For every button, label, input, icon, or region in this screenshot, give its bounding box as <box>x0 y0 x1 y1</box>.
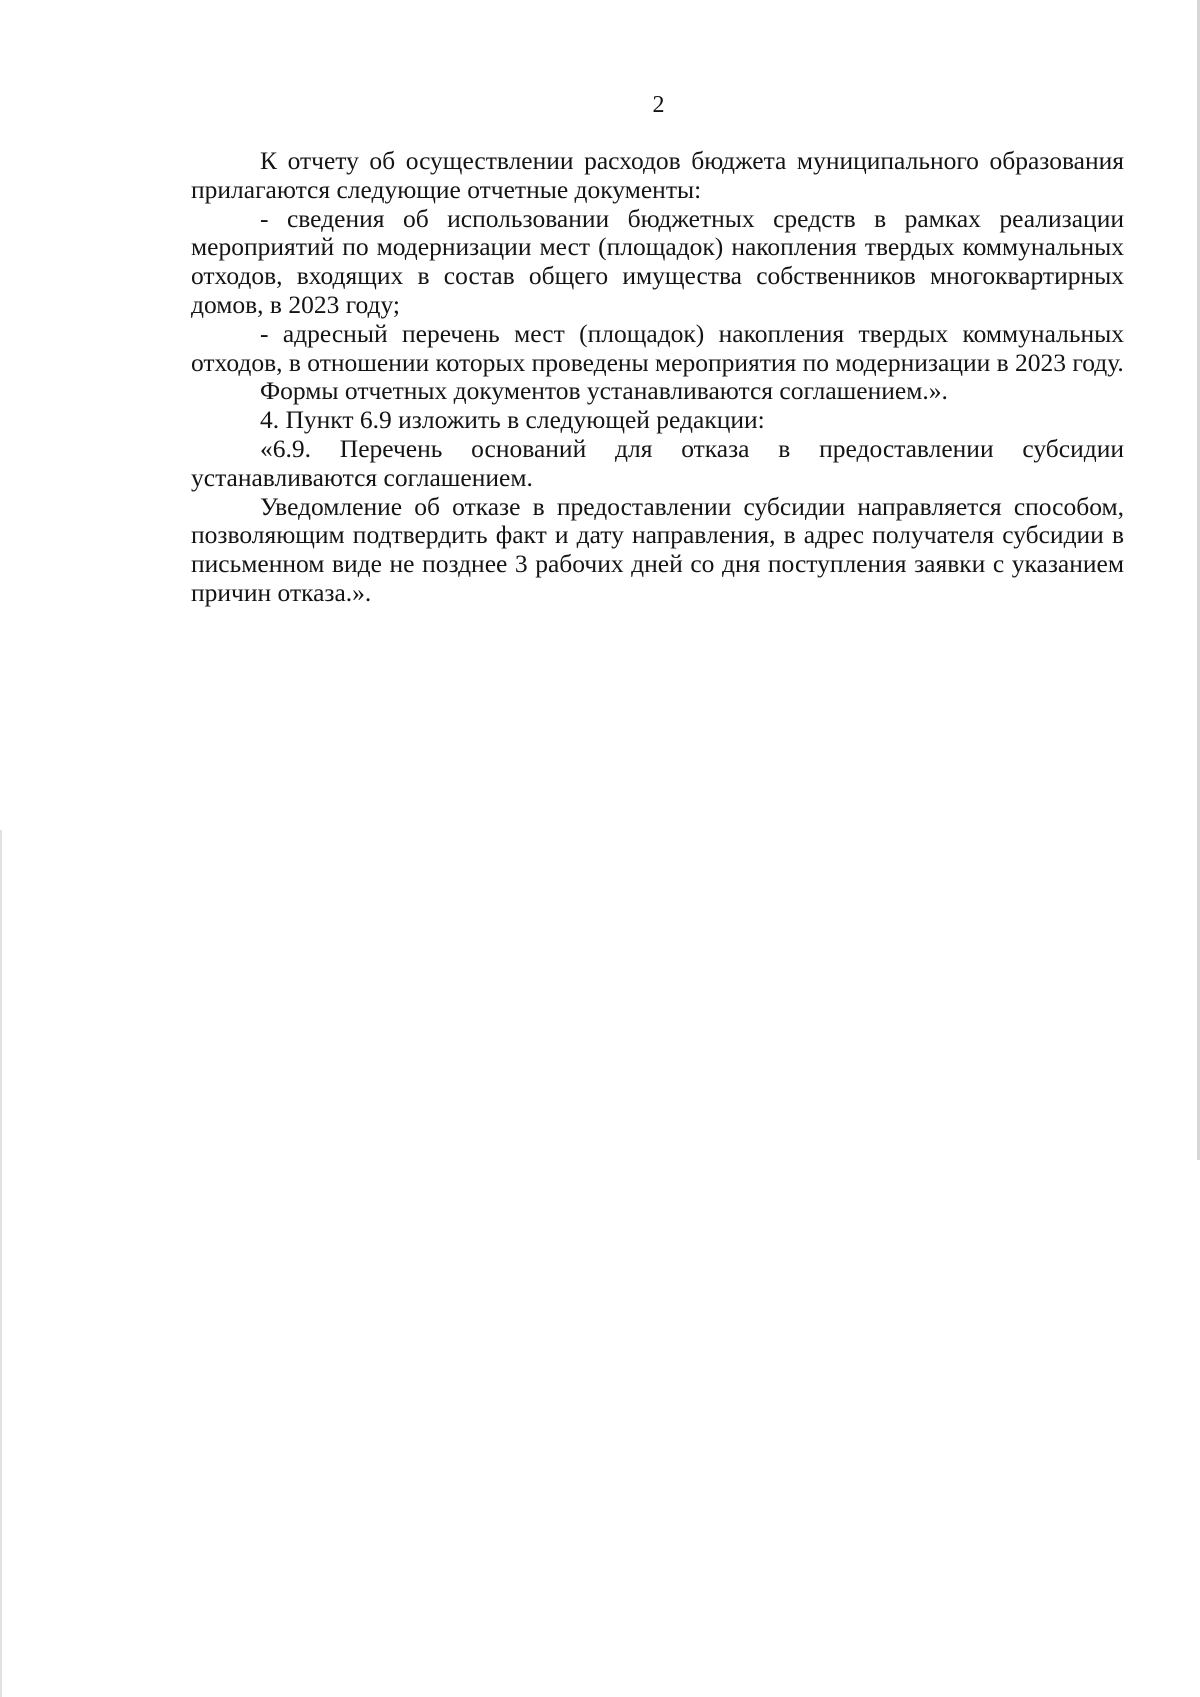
paragraph-budget-usage-info: - сведения об использовании бюджетных средств в рамках реализации мероприятий по модернизации мест (площадок) накопления твердых коммунальных отходов, входящих в состав общего имущества собственников многоквартирных домов, в 2023 году; <box>191 203 1124 319</box>
document-body <box>191 147 1124 608</box>
scan-edge-left <box>0 830 2 1697</box>
paragraph-item-4: 4. Пункт 6.9 изложить в следующей редакции: <box>260 405 765 435</box>
paragraph-report-attachments: К отчету об осуществлении расходов бюджета муниципального образования прилагаются следующие отчетные документы: <box>191 146 1124 204</box>
paragraph-address-list: - адресный перечень мест (площадок) накопления твердых коммунальных отходов, в отношении которых проведены мероприятия по модернизации в 2023 году. <box>191 318 1124 377</box>
page-number: 2 <box>652 92 665 118</box>
paragraph-refusal-notice: Уведомление об отказе в предоставлении субсидии направляется способом, позволяющим подтвердить факт и дату направления, в адрес получателя субсидии в письменном виде не позднее 3 рабочих дней со дня поступления заявки с указанием причин отказа.». <box>191 491 1124 607</box>
paragraph-item-6-9: «6.9. Перечень оснований для отказа в предоставлении субсидии устанавливаются соглашением. <box>191 433 1124 492</box>
paragraph-report-forms: Формы отчетных документов устанавливаются соглашением.». <box>260 376 948 406</box>
